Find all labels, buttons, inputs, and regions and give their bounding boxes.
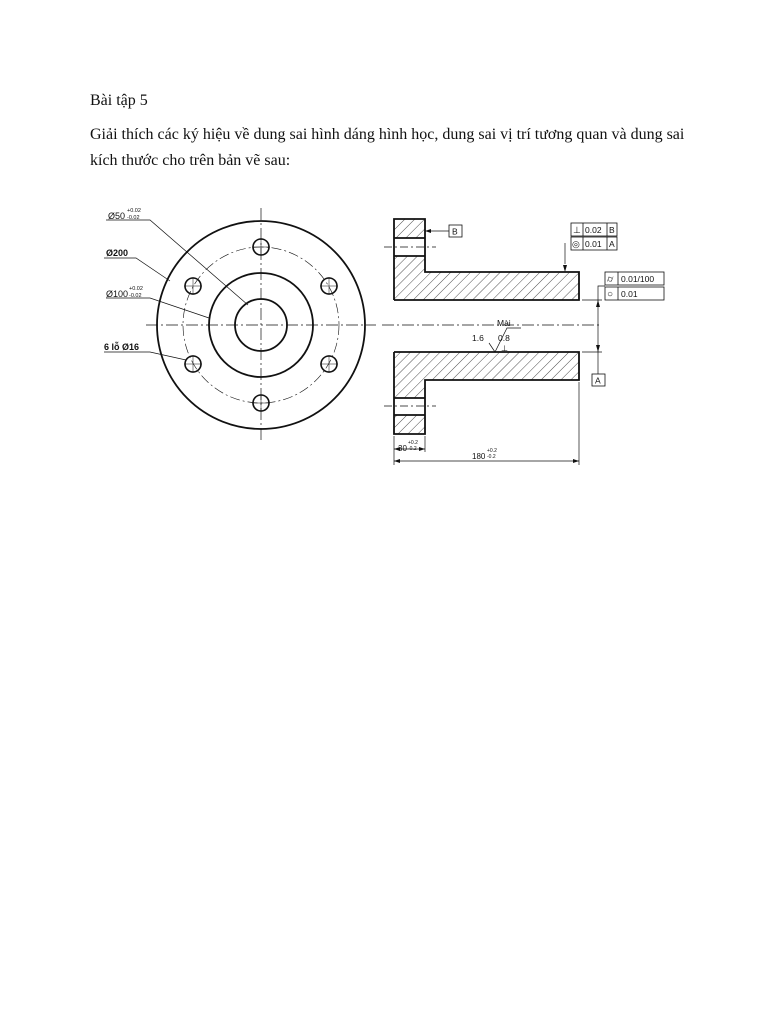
fcf-conc-value: 0.01 — [585, 239, 602, 249]
perpendicularity-icon: ⊥ — [573, 225, 581, 235]
dim-30-label: 30 — [398, 444, 407, 453]
finish-ra-max: 1.6 — [472, 333, 484, 343]
datum-b-label: B — [452, 226, 458, 237]
datum-a-label: A — [595, 375, 601, 386]
cylindricity-icon: ⌭ — [607, 274, 614, 284]
concentricity-icon: ◎ — [572, 239, 580, 249]
lay-direction-icon: ⊥ — [501, 344, 508, 353]
dim-30-lower-tol: -0.2 — [408, 446, 417, 452]
dia50-label: Ø50 — [108, 211, 126, 221]
front-view — [104, 208, 376, 440]
exercise-title: Bài tập 5 — [90, 92, 148, 109]
dia100-label: Ø100 — [106, 289, 129, 299]
dim-30-upper-tol: +0.2 — [408, 440, 418, 446]
finish-ra-min: 0.8 — [498, 333, 510, 343]
dim-180-upper-tol: +0.2 — [487, 448, 497, 454]
circularity-icon: ○ — [607, 289, 614, 300]
fcf-circ-value: 0.01 — [621, 289, 638, 299]
fcf-perp-datum: B — [609, 225, 615, 235]
leader-dia200 — [104, 258, 170, 281]
leader-holes — [104, 352, 186, 360]
finish-note: Mài — [497, 318, 511, 328]
dim-180-label: 180 — [472, 452, 486, 461]
dia200-label: Ø200 — [106, 248, 129, 258]
dia100-upper-tol: +0.02 — [129, 286, 143, 292]
dia50-lower-tol: -0.02 — [127, 215, 140, 221]
dia50-upper-tol: +0.02 — [127, 208, 141, 214]
dim-180-lower-tol: -0.2 — [487, 454, 496, 460]
fcf-cyl-value: 0.01/100 — [621, 274, 655, 284]
dia100-lower-tol: -0.02 — [129, 293, 142, 299]
fcf-conc-datum: A — [609, 239, 615, 249]
fcf-perp-value: 0.02 — [585, 225, 602, 235]
section-view — [382, 219, 664, 465]
holes-label: 6 lỗ Ø16 — [104, 342, 140, 352]
exercise-instructions: Giải thích các ký hiệu về dung sai hình dáng hình học, dung sai vị trí tương quan và dung sai kích thước cho trên bản vẽ sau: — [90, 126, 685, 169]
